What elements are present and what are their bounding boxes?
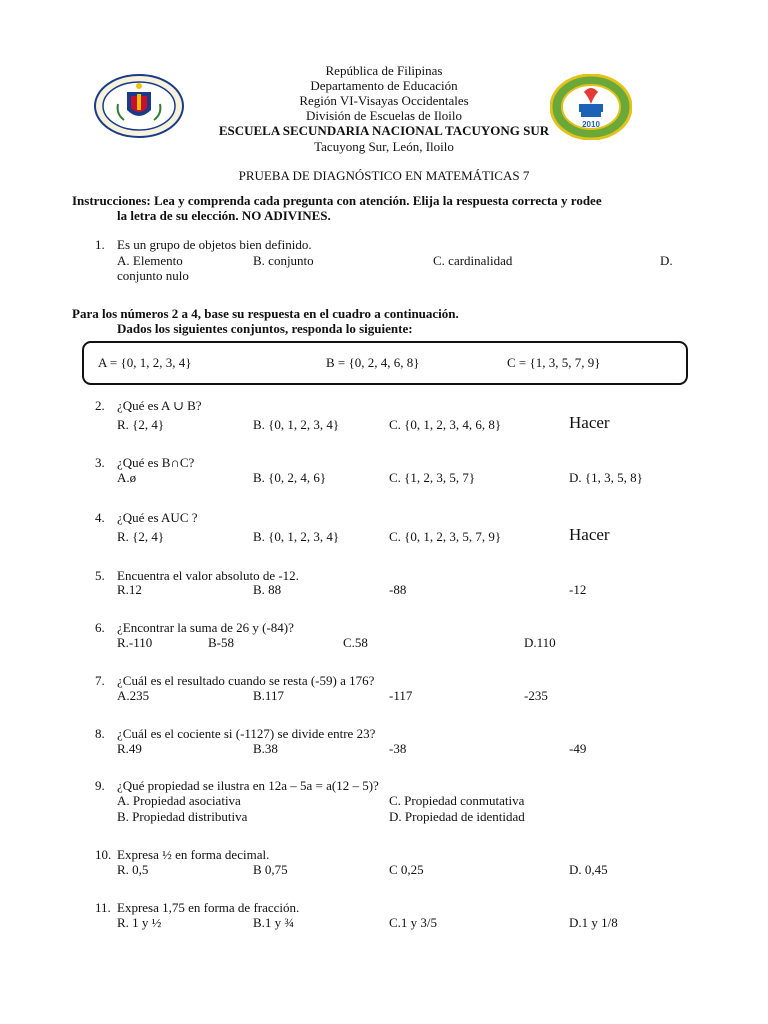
- q5-option-d: -12: [569, 582, 587, 597]
- q1-option-d-text: conjunto nulo: [117, 268, 189, 283]
- q11-text: Expresa 1,75 en forma de fracción.: [117, 900, 300, 915]
- q1-text: Es un grupo de objetos bien definido.: [117, 237, 312, 252]
- q5-option-c: -88: [389, 582, 407, 597]
- q2-text: ¿Qué es A ∪ B?: [117, 398, 202, 413]
- q9-option-a: A. Propiedad asociativa: [117, 793, 241, 808]
- q10-option-a: R. 0,5: [117, 862, 149, 877]
- header-region: Región VI-Visayas Occidentales: [299, 93, 469, 108]
- section-intro-line1: Para los números 2 a 4, base su respuesta en el cuadro a continuación.: [72, 306, 459, 321]
- q9-option-b: B. Propiedad distributiva: [117, 809, 248, 824]
- q8-text: ¿Cuál es el cociente si (-1127) se divide entre 23?: [117, 726, 376, 741]
- q6-option-d: D.110: [524, 635, 556, 650]
- header-school: ESCUELA SECUNDARIA NACIONAL TACUYONG SUR: [218, 123, 550, 138]
- q7-option-d: -235: [524, 688, 548, 703]
- q1-number: 1.: [95, 237, 105, 252]
- q11-option-a: R. 1 y ½: [117, 915, 162, 930]
- q9-text: ¿Qué propiedad se ilustra en 12a – 5a = a(12 – 5)?: [117, 778, 379, 793]
- q1-option-d: D.: [660, 253, 673, 268]
- q2-option-d: Hacer: [569, 413, 610, 432]
- q6-option-a: R.-110: [117, 635, 153, 650]
- set-c: C = {1, 3, 5, 7, 9}: [507, 355, 601, 370]
- instructions-line2: la letra de su elección. NO ADIVINES.: [117, 208, 331, 223]
- q8-number: 8.: [95, 726, 105, 741]
- q7-option-c: -117: [389, 688, 413, 703]
- q8-option-c: -38: [389, 741, 407, 756]
- q4-option-b: B. {0, 1, 2, 3, 4}: [253, 529, 340, 544]
- q1-option-a: A. Elemento: [117, 253, 183, 268]
- q3-text: ¿Qué es B∩C?: [117, 455, 195, 470]
- q4-number: 4.: [95, 510, 105, 525]
- q6-text: ¿Encontrar la suma de 26 y (-84)?: [117, 620, 294, 635]
- q9-option-d: D. Propiedad de identidad: [389, 809, 525, 824]
- header-republic: República de Filipinas: [325, 63, 443, 78]
- header-department: Departamento de Educación: [310, 78, 458, 93]
- q4-option-d: Hacer: [569, 525, 610, 544]
- q8-option-a: R.49: [117, 741, 142, 756]
- q11-number: 11.: [95, 900, 111, 915]
- set-b: B = {0, 2, 4, 6, 8}: [326, 355, 420, 370]
- q7-number: 7.: [95, 673, 105, 688]
- q2-number: 2.: [95, 398, 105, 413]
- header-address: Tacuyong Sur, León, Iloilo: [314, 139, 454, 154]
- q8-option-b: B.38: [253, 741, 278, 756]
- q4-option-a: R. {2, 4}: [117, 529, 165, 544]
- q3-option-b: B. {0, 2, 4, 6}: [253, 470, 327, 485]
- q4-text: ¿Qué es AUC ?: [117, 510, 198, 525]
- q3-number: 3.: [95, 455, 105, 470]
- q11-option-c: C.1 y 3/5: [389, 915, 438, 930]
- q2-option-c: C. {0, 1, 2, 3, 4, 6, 8}: [389, 417, 502, 432]
- q4-option-c: C. {0, 1, 2, 3, 5, 7, 9}: [389, 529, 502, 544]
- q6-number: 6.: [95, 620, 105, 635]
- instructions-line1: Instrucciones: Lea y comprenda cada pregunta con atención. Elija la respuesta correcta y rodee: [72, 193, 602, 208]
- q7-option-b: B.117: [253, 688, 284, 703]
- q3-option-c: C. {1, 2, 3, 5, 7}: [389, 470, 476, 485]
- q9-option-c: C. Propiedad conmutativa: [389, 793, 525, 808]
- q10-option-b: B 0,75: [253, 862, 288, 877]
- q10-option-c: C 0,25: [389, 862, 424, 877]
- q2-option-a: R. {2, 4}: [117, 417, 165, 432]
- q2-option-b: B. {0, 1, 2, 3, 4}: [253, 417, 340, 432]
- q5-option-a: R.12: [117, 582, 142, 597]
- q1-option-c: C. cardinalidad: [433, 253, 513, 268]
- q3-option-d: D. {1, 3, 5, 8}: [569, 470, 643, 485]
- q6-option-b: B-58: [208, 635, 234, 650]
- test-title: PRUEBA DE DIAGNÓSTICO EN MATEMÁTICAS 7: [238, 168, 530, 183]
- q7-option-a: A.235: [117, 688, 150, 703]
- q7-text: ¿Cuál es el resultado cuando se resta (-59) a 176?: [117, 673, 375, 688]
- q9-number: 9.: [95, 778, 105, 793]
- q5-text: Encuentra el valor absoluto de -12.: [117, 568, 299, 583]
- q10-option-d: D. 0,45: [569, 862, 608, 877]
- set-a: A = {0, 1, 2, 3, 4}: [98, 355, 192, 370]
- q11-option-b: B.1 y ¾: [253, 915, 295, 930]
- q10-number: 10.: [95, 847, 112, 862]
- q8-option-d: -49: [569, 741, 587, 756]
- seal-year: 2010: [582, 120, 600, 129]
- header-division: División de Escuelas de Iloilo: [306, 108, 462, 123]
- section-intro-line2: Dados los siguientes conjuntos, responda lo siguiente:: [117, 321, 413, 336]
- q6-option-c: C.58: [343, 635, 368, 650]
- q5-option-b: B. 88: [253, 582, 282, 597]
- q5-number: 5.: [95, 568, 105, 583]
- q11-option-d: D.1 y 1/8: [569, 915, 618, 930]
- q3-option-a: A.ø: [117, 470, 137, 485]
- q1-option-b: B. conjunto: [253, 253, 314, 268]
- q10-text: Expresa ½ en forma decimal.: [117, 847, 270, 862]
